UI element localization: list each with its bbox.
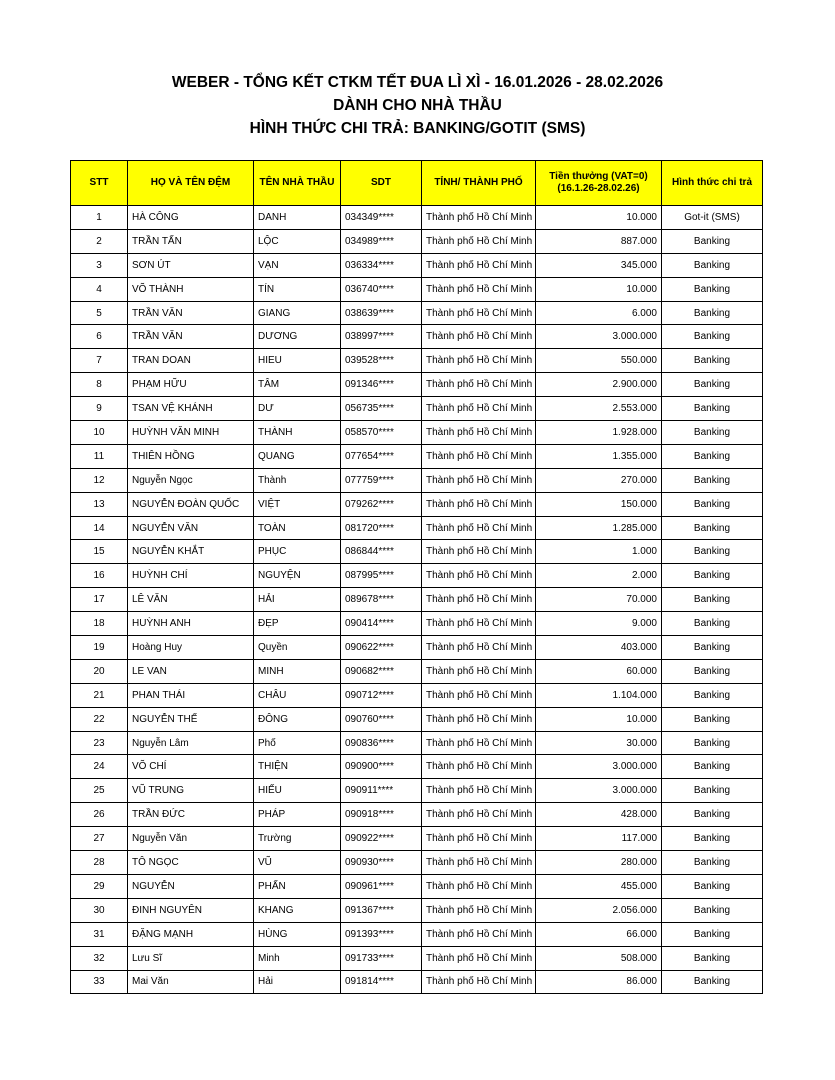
cell-ten-nha-thau: VŨ [254,851,341,875]
cell-ho-ten-dem: ĐẶNG MẠNH [128,922,254,946]
cell-ten-nha-thau: TOÀN [254,516,341,540]
table-row [71,229,763,253]
cell-ten-nha-thau: Thành [254,468,341,492]
cell-ho-ten-dem: TRẦN TẤN [128,229,254,253]
cell-tinh-thanh-pho: Thành phố Hồ Chí Minh [422,444,536,468]
cell-ho-ten-dem: Mai Văn [128,970,254,994]
cell-ten-nha-thau: Quyền [254,636,341,660]
cell-hinh-thuc: Banking [662,516,763,540]
cell-hinh-thuc: Banking [662,540,763,564]
cell-tien-thuong: 60.000 [536,659,662,683]
document-title: WEBER - TỔNG KẾT CTKM TẾT ĐUA LÌ XÌ - 16.01.2026 - 28.02.2026 [171,74,664,91]
cell-tien-thuong: 1.285.000 [536,516,662,540]
cell-tien-thuong: 3.000.000 [536,755,662,779]
cell-ho-ten-dem: HUỲNH CHÍ [128,564,254,588]
cell-tinh-thanh-pho: Thành phố Hồ Chí Minh [422,349,536,373]
cell-tien-thuong: 150.000 [536,492,662,516]
cell-ho-ten-dem: PHAN THÁI [128,683,254,707]
cell-ho-ten-dem: Hoàng Huy [128,636,254,660]
cell-tien-thuong: 2.553.000 [536,397,662,421]
cell-sdt: 090682**** [341,659,422,683]
cell-tien-thuong: 117.000 [536,827,662,851]
cell-sdt: 090918**** [341,803,422,827]
cell-hinh-thuc: Got-it (SMS) [662,206,763,230]
cell-ten-nha-thau: QUANG [254,444,341,468]
cell-tien-thuong: 1.000 [536,540,662,564]
col-header-hinh-thuc: Hình thức chi trả [662,161,763,206]
cell-stt: 2 [71,229,128,253]
cell-stt: 21 [71,683,128,707]
cell-sdt: 090836**** [341,731,422,755]
col-header-tien-thuong [536,161,662,206]
cell-sdt: 091346**** [341,373,422,397]
table-row [71,612,763,636]
table-row [71,540,763,564]
reward-table [70,160,763,994]
cell-sdt: 090922**** [341,827,422,851]
cell-tien-thuong: 10.000 [536,277,662,301]
cell-hinh-thuc: Banking [662,253,763,277]
cell-ten-nha-thau: HIEU [254,349,341,373]
cell-tien-thuong: 2.056.000 [536,898,662,922]
cell-hinh-thuc: Banking [662,683,763,707]
cell-sdt: 034989**** [341,229,422,253]
cell-hinh-thuc: Banking [662,397,763,421]
cell-sdt: 058570**** [341,421,422,445]
cell-ten-nha-thau: LỘC [254,229,341,253]
cell-sdt: 090900**** [341,755,422,779]
cell-stt: 27 [71,827,128,851]
cell-tinh-thanh-pho: Thành phố Hồ Chí Minh [422,229,536,253]
cell-hinh-thuc: Banking [662,468,763,492]
payment-method-heading: HÌNH THỨC CHI TRẢ: BANKING/GOTIT (SMS) [249,120,586,137]
table-row [71,564,763,588]
cell-tinh-thanh-pho: Thành phố Hồ Chí Minh [422,636,536,660]
cell-tinh-thanh-pho: Thành phố Hồ Chí Minh [422,707,536,731]
table-row [71,492,763,516]
cell-ten-nha-thau: Minh [254,946,341,970]
cell-sdt: 090760**** [341,707,422,731]
table-row [71,779,763,803]
cell-tien-thuong: 1.928.000 [536,421,662,445]
table-row [71,970,763,994]
cell-hinh-thuc: Banking [662,444,763,468]
cell-tien-thuong: 9.000 [536,612,662,636]
cell-tinh-thanh-pho: Thành phố Hồ Chí Minh [422,731,536,755]
cell-ho-ten-dem: Nguyễn Lâm [128,731,254,755]
table-row [71,922,763,946]
cell-stt: 4 [71,277,128,301]
cell-ten-nha-thau: HẢI [254,588,341,612]
table-row [71,468,763,492]
cell-ho-ten-dem: THIÊN HỒNG [128,444,254,468]
cell-hinh-thuc: Banking [662,492,763,516]
cell-stt: 8 [71,373,128,397]
cell-ten-nha-thau: Trường [254,827,341,851]
table-row [71,444,763,468]
cell-tinh-thanh-pho: Thành phố Hồ Chí Minh [422,755,536,779]
cell-tien-thuong: 10.000 [536,707,662,731]
cell-ten-nha-thau: KHANG [254,898,341,922]
cell-hinh-thuc: Banking [662,827,763,851]
col-header-tien-line2: (16.1.26-28.02.26) [557,183,640,194]
cell-tinh-thanh-pho: Thành phố Hồ Chí Minh [422,588,536,612]
table-row [71,755,763,779]
cell-sdt: 077654**** [341,444,422,468]
cell-stt: 16 [71,564,128,588]
cell-sdt: 091733**** [341,946,422,970]
cell-stt: 26 [71,803,128,827]
cell-ten-nha-thau: MINH [254,659,341,683]
cell-ho-ten-dem: HUỲNH ANH [128,612,254,636]
cell-ho-ten-dem: PHẠM HỮU [128,373,254,397]
table-row [71,516,763,540]
cell-ten-nha-thau: TÂM [254,373,341,397]
cell-stt: 17 [71,588,128,612]
cell-tinh-thanh-pho: Thành phố Hồ Chí Minh [422,851,536,875]
cell-hinh-thuc: Banking [662,229,763,253]
cell-tien-thuong: 6.000 [536,301,662,325]
cell-ho-ten-dem: TÔ NGỌC [128,851,254,875]
cell-stt: 9 [71,397,128,421]
cell-tien-thuong: 10.000 [536,206,662,230]
cell-ho-ten-dem: NGUYỄN THẾ [128,707,254,731]
col-header-ten-nha-thau: TÊN NHÀ THẦU [254,161,341,206]
cell-tien-thuong: 2.000 [536,564,662,588]
cell-stt: 5 [71,301,128,325]
cell-hinh-thuc: Banking [662,659,763,683]
cell-tinh-thanh-pho: Thành phố Hồ Chí Minh [422,683,536,707]
cell-tinh-thanh-pho: Thành phố Hồ Chí Minh [422,564,536,588]
cell-tien-thuong: 508.000 [536,946,662,970]
cell-hinh-thuc: Banking [662,731,763,755]
cell-ten-nha-thau: Phố [254,731,341,755]
cell-hinh-thuc: Banking [662,325,763,349]
cell-stt: 1 [71,206,128,230]
cell-stt: 3 [71,253,128,277]
cell-tien-thuong: 30.000 [536,731,662,755]
cell-ten-nha-thau: PHỤC [254,540,341,564]
cell-tinh-thanh-pho: Thành phố Hồ Chí Minh [422,779,536,803]
table-row [71,827,763,851]
cell-tinh-thanh-pho: Thành phố Hồ Chí Minh [422,301,536,325]
cell-sdt: 087995**** [341,564,422,588]
table-row [71,206,763,230]
cell-ho-ten-dem: LÊ VĂN [128,588,254,612]
cell-ten-nha-thau: Hải [254,970,341,994]
table-row [71,349,763,373]
cell-ho-ten-dem: LE VAN [128,659,254,683]
cell-stt: 20 [71,659,128,683]
cell-stt: 24 [71,755,128,779]
cell-hinh-thuc: Banking [662,874,763,898]
cell-ten-nha-thau: DANH [254,206,341,230]
cell-hinh-thuc: Banking [662,301,763,325]
cell-hinh-thuc: Banking [662,779,763,803]
cell-ho-ten-dem: VÕ CHÍ [128,755,254,779]
cell-ten-nha-thau: ĐẸP [254,612,341,636]
table-body [71,206,763,994]
cell-ho-ten-dem: Lưu Sĩ [128,946,254,970]
table-row [71,851,763,875]
cell-sdt: 090622**** [341,636,422,660]
cell-sdt: 091393**** [341,922,422,946]
cell-ho-ten-dem: NGUYỄN VĂN [128,516,254,540]
cell-hinh-thuc: Banking [662,373,763,397]
cell-sdt: 077759**** [341,468,422,492]
cell-tinh-thanh-pho: Thành phố Hồ Chí Minh [422,874,536,898]
cell-ho-ten-dem: TRẦN VĂN [128,325,254,349]
cell-hinh-thuc: Banking [662,636,763,660]
cell-ho-ten-dem: HÀ CÔNG [128,206,254,230]
cell-sdt: 086844**** [341,540,422,564]
cell-sdt: 090712**** [341,683,422,707]
table-row [71,373,763,397]
table-row [71,659,763,683]
col-header-ho-ten-dem: HỌ VÀ TÊN ĐỆM [128,161,254,206]
cell-ten-nha-thau: TÍN [254,277,341,301]
cell-ten-nha-thau: THIỆN [254,755,341,779]
cell-stt: 18 [71,612,128,636]
cell-hinh-thuc: Banking [662,707,763,731]
cell-tinh-thanh-pho: Thành phố Hồ Chí Minh [422,540,536,564]
cell-hinh-thuc: Banking [662,277,763,301]
cell-hinh-thuc: Banking [662,851,763,875]
cell-stt: 13 [71,492,128,516]
cell-hinh-thuc: Banking [662,755,763,779]
cell-sdt: 090961**** [341,874,422,898]
cell-tinh-thanh-pho: Thành phố Hồ Chí Minh [422,492,536,516]
cell-sdt: 090930**** [341,851,422,875]
cell-stt: 28 [71,851,128,875]
cell-tien-thuong: 345.000 [536,253,662,277]
cell-ten-nha-thau: DƯ [254,397,341,421]
cell-tinh-thanh-pho: Thành phố Hồ Chí Minh [422,516,536,540]
table-row [71,946,763,970]
cell-tinh-thanh-pho: Thành phố Hồ Chí Minh [422,253,536,277]
cell-tinh-thanh-pho: Thành phố Hồ Chí Minh [422,659,536,683]
cell-tinh-thanh-pho: Thành phố Hồ Chí Minh [422,946,536,970]
cell-tien-thuong: 455.000 [536,874,662,898]
cell-sdt: 090911**** [341,779,422,803]
cell-ho-ten-dem: Nguyễn Ngọc [128,468,254,492]
cell-ten-nha-thau: VẠN [254,253,341,277]
cell-sdt: 090414**** [341,612,422,636]
cell-tinh-thanh-pho: Thành phố Hồ Chí Minh [422,970,536,994]
cell-tien-thuong: 1.355.000 [536,444,662,468]
table-row [71,707,763,731]
cell-tinh-thanh-pho: Thành phố Hồ Chí Minh [422,397,536,421]
cell-tien-thuong: 887.000 [536,229,662,253]
cell-tien-thuong: 3.000.000 [536,325,662,349]
cell-sdt: 091814**** [341,970,422,994]
cell-tinh-thanh-pho: Thành phố Hồ Chí Minh [422,277,536,301]
cell-ho-ten-dem: VÕ THÀNH [128,277,254,301]
cell-ho-ten-dem: NGUYỄN ĐOÀN QUỐC [128,492,254,516]
cell-tien-thuong: 66.000 [536,922,662,946]
cell-stt: 31 [71,922,128,946]
cell-tien-thuong: 70.000 [536,588,662,612]
cell-ten-nha-thau: DƯƠNG [254,325,341,349]
cell-ten-nha-thau: HIẾU [254,779,341,803]
cell-tien-thuong: 86.000 [536,970,662,994]
cell-stt: 22 [71,707,128,731]
cell-sdt: 038639**** [341,301,422,325]
table-row [71,898,763,922]
col-header-tinh: TỈNH/ THÀNH PHỐ [422,161,536,206]
cell-stt: 7 [71,349,128,373]
cell-ho-ten-dem: TSAN VỆ KHÁNH [128,397,254,421]
table-row [71,683,763,707]
cell-sdt: 081720**** [341,516,422,540]
table-row [71,397,763,421]
table-row [71,588,763,612]
cell-ten-nha-thau: PHẤN [254,874,341,898]
table-row [71,636,763,660]
cell-ho-ten-dem: HUỲNH VĂN MINH [128,421,254,445]
cell-tinh-thanh-pho: Thành phố Hồ Chí Minh [422,421,536,445]
cell-ho-ten-dem: SƠN ÚT [128,253,254,277]
cell-sdt: 036334**** [341,253,422,277]
cell-stt: 30 [71,898,128,922]
cell-ho-ten-dem: NGUYỄN [128,874,254,898]
cell-hinh-thuc: Banking [662,564,763,588]
cell-ten-nha-thau: HÙNG [254,922,341,946]
cell-stt: 25 [71,779,128,803]
cell-ten-nha-thau: NGUYỆN [254,564,341,588]
cell-stt: 11 [71,444,128,468]
cell-stt: 29 [71,874,128,898]
cell-tien-thuong: 280.000 [536,851,662,875]
cell-ten-nha-thau: ĐÔNG [254,707,341,731]
cell-ho-ten-dem: TRẦN ĐỨC [128,803,254,827]
cell-tien-thuong: 3.000.000 [536,779,662,803]
cell-tinh-thanh-pho: Thành phố Hồ Chí Minh [422,206,536,230]
cell-tien-thuong: 428.000 [536,803,662,827]
cell-stt: 10 [71,421,128,445]
cell-sdt: 091367**** [341,898,422,922]
cell-tinh-thanh-pho: Thành phố Hồ Chí Minh [422,827,536,851]
cell-stt: 32 [71,946,128,970]
table-row [71,277,763,301]
cell-sdt: 034349**** [341,206,422,230]
cell-ten-nha-thau: CHÂU [254,683,341,707]
table-row [71,803,763,827]
cell-tinh-thanh-pho: Thành phố Hồ Chí Minh [422,325,536,349]
cell-hinh-thuc: Banking [662,612,763,636]
cell-hinh-thuc: Banking [662,349,763,373]
cell-stt: 19 [71,636,128,660]
cell-stt: 15 [71,540,128,564]
cell-ho-ten-dem: ĐINH NGUYÊN [128,898,254,922]
cell-hinh-thuc: Banking [662,588,763,612]
cell-tien-thuong: 2.900.000 [536,373,662,397]
cell-stt: 23 [71,731,128,755]
cell-tinh-thanh-pho: Thành phố Hồ Chí Minh [422,373,536,397]
cell-tinh-thanh-pho: Thành phố Hồ Chí Minh [422,612,536,636]
cell-hinh-thuc: Banking [662,421,763,445]
cell-sdt: 089678**** [341,588,422,612]
cell-ho-ten-dem: NGUYỄN KHẮT [128,540,254,564]
cell-hinh-thuc: Banking [662,898,763,922]
cell-tien-thuong: 270.000 [536,468,662,492]
document-subtitle: DÀNH CHO NHÀ THẦU [333,97,502,114]
col-header-sdt: SDT [341,161,422,206]
cell-ho-ten-dem: TRẦN VĂN [128,301,254,325]
cell-ten-nha-thau: GIANG [254,301,341,325]
table-row [71,325,763,349]
cell-sdt: 038997**** [341,325,422,349]
cell-hinh-thuc: Banking [662,946,763,970]
cell-tien-thuong: 403.000 [536,636,662,660]
cell-tien-thuong: 1.104.000 [536,683,662,707]
cell-ten-nha-thau: THÀNH [254,421,341,445]
cell-stt: 14 [71,516,128,540]
cell-ten-nha-thau: VIỆT [254,492,341,516]
cell-sdt: 036740**** [341,277,422,301]
table-row [71,253,763,277]
cell-hinh-thuc: Banking [662,803,763,827]
cell-stt: 33 [71,970,128,994]
cell-tinh-thanh-pho: Thành phố Hồ Chí Minh [422,803,536,827]
cell-sdt: 039528**** [341,349,422,373]
cell-hinh-thuc: Banking [662,970,763,994]
cell-stt: 6 [71,325,128,349]
table-row [71,421,763,445]
col-header-tien-line1: Tiền thưởng (VAT=0) [549,171,648,182]
table-header-row [71,161,763,206]
cell-hinh-thuc: Banking [662,922,763,946]
cell-sdt: 079262**** [341,492,422,516]
cell-tien-thuong: 550.000 [536,349,662,373]
cell-sdt: 056735**** [341,397,422,421]
cell-tinh-thanh-pho: Thành phố Hồ Chí Minh [422,468,536,492]
cell-stt: 12 [71,468,128,492]
cell-ho-ten-dem: Nguyễn Văn [128,827,254,851]
cell-tinh-thanh-pho: Thành phố Hồ Chí Minh [422,922,536,946]
cell-ho-ten-dem: TRAN DOAN [128,349,254,373]
table-row [71,874,763,898]
cell-tinh-thanh-pho: Thành phố Hồ Chí Minh [422,898,536,922]
table-row [71,731,763,755]
cell-ho-ten-dem: VŨ TRUNG [128,779,254,803]
cell-ten-nha-thau: PHÁP [254,803,341,827]
col-header-stt: STT [71,161,128,206]
table-row [71,301,763,325]
